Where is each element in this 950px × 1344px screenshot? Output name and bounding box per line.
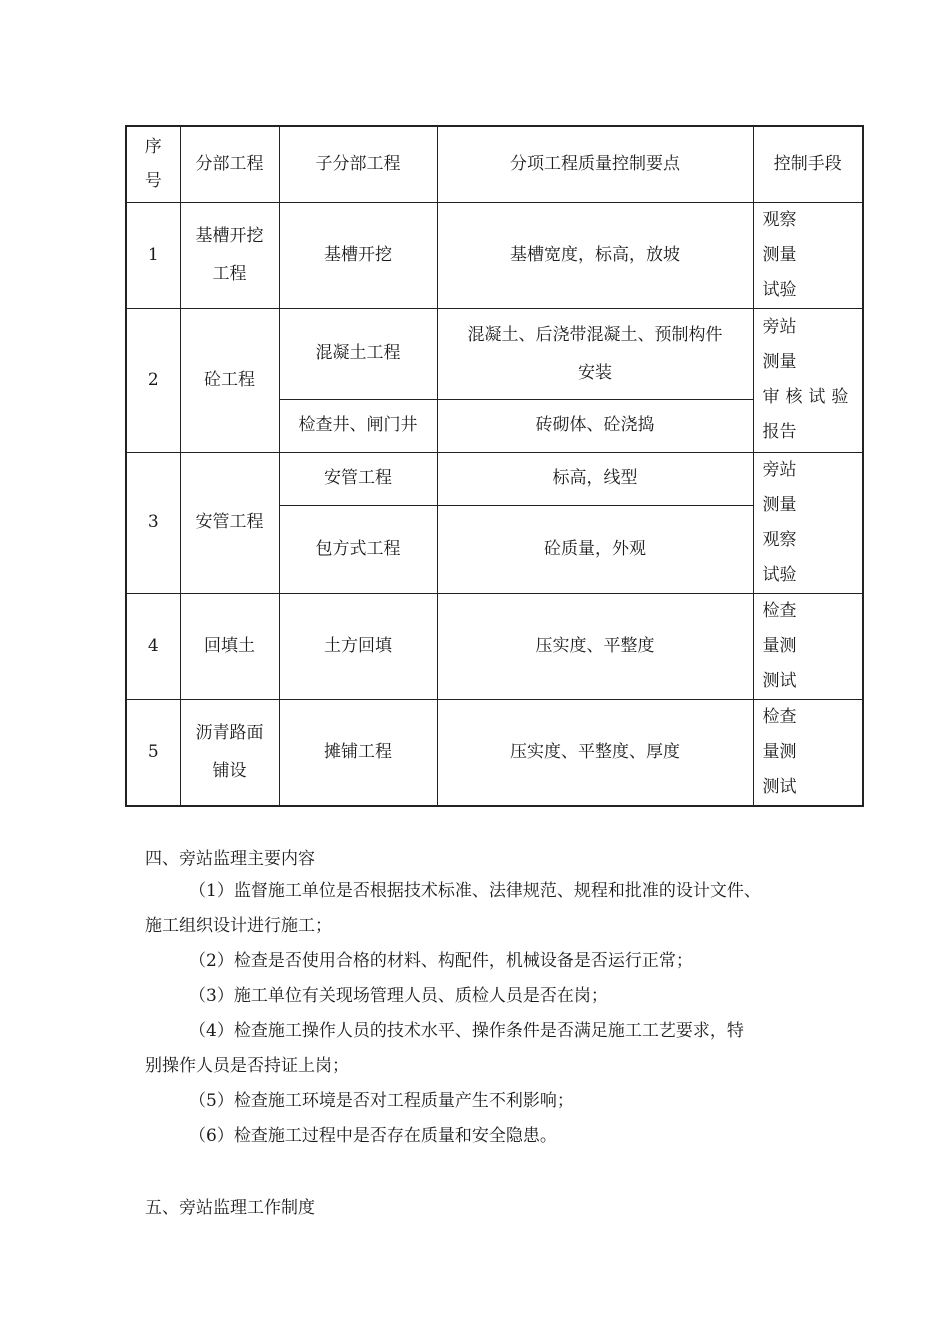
row-subdivision: 包方式工程 [279, 505, 437, 593]
row-keypoints: 砖砌体、砼浇捣 [437, 399, 753, 452]
row-means: 旁站 测量 审核试验 报告 [753, 308, 863, 452]
header-seq: 序 号 [126, 126, 180, 202]
header-keypoints: 分项工程质量控制要点 [437, 126, 753, 202]
row-subdivision: 混凝土工程 [279, 308, 437, 399]
header-subdivision: 子分部工程 [279, 126, 437, 202]
row-seq: 1 [126, 202, 180, 308]
paragraph-line: （1）监督施工单位是否根据技术标准、法律规范、规程和批准的设计文件、 [189, 881, 761, 901]
paragraph-line: （4）检查施工操作人员的技术水平、操作条件是否满足施工工艺要求，特 [189, 1021, 744, 1041]
row-keypoints: 压实度、平整度 [437, 593, 753, 699]
row-subdivision: 安管工程 [279, 452, 437, 505]
row-subdivision: 基槽开挖 [279, 202, 437, 308]
paragraph-line: （2）检查是否使用合格的材料、构配件，机械设备是否运行正常； [189, 951, 693, 971]
row-keypoints: 标高，线型 [437, 452, 753, 505]
row-subdivision: 土方回填 [279, 593, 437, 699]
table-row [126, 452, 863, 505]
row-means: 观察 测量 试验 [753, 202, 863, 308]
section-4-body [145, 874, 835, 1154]
row-keypoints: 砼质量，外观 [437, 505, 753, 593]
quality-control-table [125, 125, 864, 807]
row-keypoints: 基槽宽度，标高，放坡 [437, 202, 753, 308]
row-seq: 2 [126, 308, 180, 452]
table-row [126, 593, 863, 699]
header-means: 控制手段 [753, 126, 863, 202]
paragraph-line: （5）检查施工环境是否对工程质量产生不利影响； [189, 1091, 574, 1111]
row-keypoints: 混凝土、后浇带混凝土、预制构件 安装 [437, 308, 753, 399]
paragraph-line: （6）检查施工过程中是否存在质量和安全隐患。 [189, 1126, 557, 1146]
row-division: 基槽开挖 工程 [180, 202, 279, 308]
section-4-heading: 四、旁站监理主要内容 [145, 849, 315, 869]
row-seq: 5 [126, 699, 180, 806]
row-seq: 3 [126, 452, 180, 593]
paragraph-line: （3）施工单位有关现场管理人员、质检人员是否在岗； [189, 986, 608, 1006]
row-subdivision: 检查井、闸门井 [279, 399, 437, 452]
row-means: 检查 量测 测试 [753, 593, 863, 699]
section-5-heading: 五、旁站监理工作制度 [145, 1198, 315, 1218]
table-header-row [126, 126, 863, 202]
row-division: 安管工程 [180, 452, 279, 593]
row-seq: 4 [126, 593, 180, 699]
row-means: 旁站 测量 观察 试验 [753, 452, 863, 593]
table-row [126, 699, 863, 806]
row-division: 回填土 [180, 593, 279, 699]
row-means: 检查 量测 测试 [753, 699, 863, 806]
row-subdivision: 摊铺工程 [279, 699, 437, 806]
row-division: 砼工程 [180, 308, 279, 452]
table-row [126, 202, 863, 308]
table-row [126, 308, 863, 399]
paragraph-line: 别操作人员是否持证上岗； [145, 1056, 349, 1076]
paragraph-line: 施工组织设计进行施工； [145, 916, 332, 936]
header-division: 分部工程 [180, 126, 279, 202]
row-keypoints: 压实度、平整度、厚度 [437, 699, 753, 806]
row-division: 沥青路面 铺设 [180, 699, 279, 806]
